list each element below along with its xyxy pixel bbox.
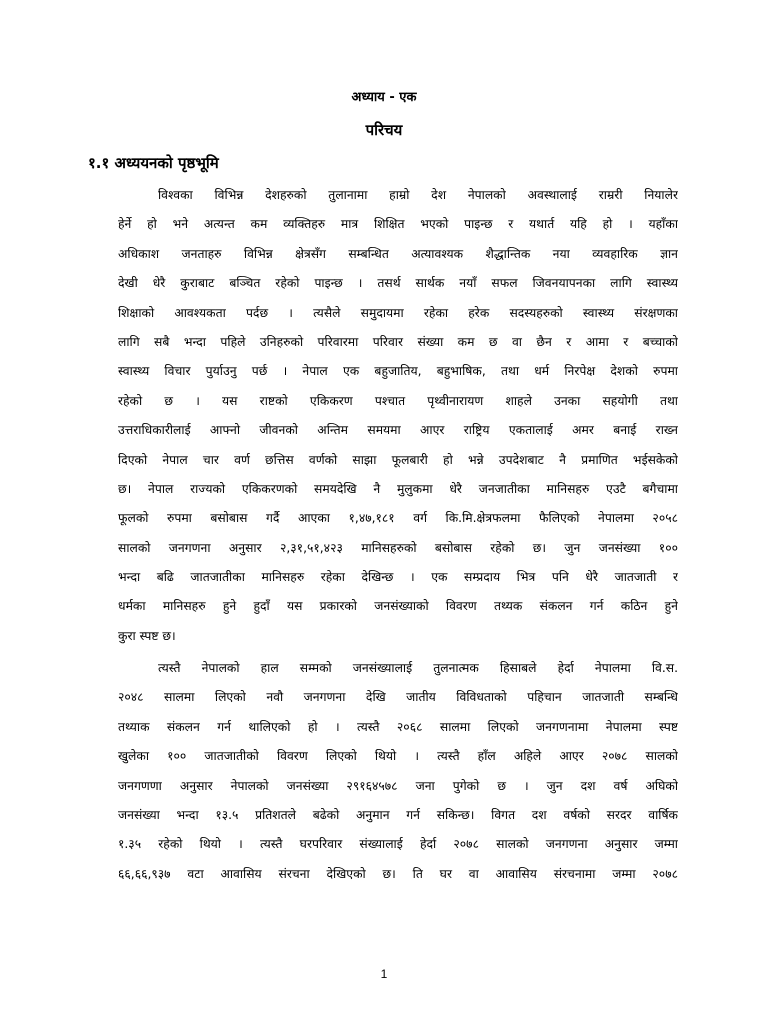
text-line: शिक्षाको आवश्यकता पर्दछ । त्यसैले समुदायमा रहेका हरेक सदस्यहरुको स्वास्थ्य संरक्षणका <box>118 305 678 320</box>
text-line: देखी धेरै कुराबाट बञ्चित रहेको पाइन्छ । तसर्थ सार्थक नयाँ सफल जिवनयापनका लागि स्वास्थ्य <box>118 276 678 291</box>
text-line: जनगणणा अनुसार नेपालको जनसंख्या २९१६४५७८ जना पुगेको छ । जुन दश वर्ष अघिको <box>118 778 678 793</box>
text-line: उत्तराधिकारीलाई आफ्नो जीवनको अन्तिम समयमा आएर राष्ट्रिय एकतालाई अमर बनाई राख्न <box>118 423 678 438</box>
text-line: दिएको नेपाल चार वर्ण छत्तिस वर्णको साझा फूलबारी हो भन्ने उपदेशबाट नै प्रमाणित भईसकेको <box>118 452 678 467</box>
page-number: 1 <box>380 967 388 981</box>
text-line: स्वास्थ्य विचार पुर्याउनु पर्छ । नेपाल एक बहुजातिय, बहुभाषिक, तथा धर्म निरपेक्ष देशको रुपमा <box>118 364 678 379</box>
text-line: खुलेका १०० जातजातीको विवरण लिएको थियो । त्यस्तै हाँल अहिले आएर २०७८ सालको <box>118 749 678 764</box>
text-line: लागि सबै भन्दा पहिले उनिहरुको परिवारमा परिवार संख्या कम छ वा छैन र आमा र बच्चाको <box>118 334 678 349</box>
chapter-label: अध्याय - एक <box>351 90 417 105</box>
text-line: १.३५ रहेको थियो । त्यस्तै घरपरिवार संख्यालाई हेर्दा २०७८ सालको जनगणना अनुसार जम्मा <box>118 837 678 852</box>
text-line: ६६,६६,९३७ वटा आवासिय संरचना देखिएको छ। ति घर वा आवासिय संरचनामा जम्मा २०७८ <box>118 866 678 881</box>
text-line: फूलको रुपमा बसोबास गर्दै आएका १,४७,१८१ वर्ग कि.मि.क्षेत्रफलमा फैलिएको नेपालमा २०५८ <box>118 511 678 526</box>
text-line: धर्मका मानिसहरु हुने हुदाँ यस प्रकारको जनसंख्याको विवरण तथ्यक संकलन गर्न कठिन हुने <box>118 599 678 614</box>
text-line: जनसंख्या भन्दा १३.५ प्रतिशतले बढेको अनुमान गर्न सकिन्छ। विगत दश वर्षको सरदर वार्षिक <box>118 807 678 822</box>
text-line: छ। नेपाल राज्यको एकिकरणको समयदेखि नै मुलुकमा धेरै जनजातीका मानिसहरु एउटै बगैचामा <box>118 481 678 496</box>
paragraph-background <box>118 181 678 651</box>
text-line: रहेको छ । यस राष्टको एकिकरण पश्चात पृथ्वीनारायण शाहले उनका सहयोगी तथा <box>118 393 678 408</box>
text-line: २०४८ सालमा लिएको नवौ जनगणना देखि जातीय विविधताको पहिचान जातजाती सम्बन्धि <box>118 690 678 705</box>
text-line: कुरा स्पष्ट छ। <box>118 628 176 643</box>
chapter-title: परिचय <box>365 121 403 139</box>
text-line: विश्वका विभिन्न देशहरुको तुलानामा हाम्रो देश नेपालको अवस्थालाई राम्ररी नियालेर <box>158 188 678 202</box>
section-heading: १.१ अध्ययनको पृष्ठभूमि <box>88 154 219 172</box>
text-line: हेर्ने हो भने अत्यन्त कम व्यक्तिहरु मात्र शिक्षित भएको पाइन्छ र यथार्त यहि हो । यहाँका <box>118 217 678 232</box>
text-line: त्यस्तै नेपालको हाल सम्मको जनसंख्यालाई तुलनात्मक हिसाबले हेर्दा नेपालमा वि.स. <box>158 661 678 675</box>
text-line: अधिकाश जनताहरु विभिन्न क्षेत्रसँग सम्बन्धित अत्यावश्यक शैद्धान्तिक नया व्यवहारिक ज्ञान <box>118 246 678 261</box>
text-line: भन्दा बढि जातजातीका मानिसहरु रहेका देखिन्छ । एक सम्प्रदाय भित्र पनि धेरै जातजाती र <box>118 570 678 585</box>
text-line: सालको जनगणना अनुसार २,३१,५१,४२३ मानिसहरुको बसोबास रहेको छ। जुन जनसंख्या १०० <box>118 540 678 555</box>
paragraph-population <box>118 654 678 889</box>
text-line: तथ्याक संकलन गर्न थालिएको हो । त्यस्तै २०६८ सालमा लिएको जनगणनामा नेपालमा स्पष्ट <box>118 719 678 734</box>
